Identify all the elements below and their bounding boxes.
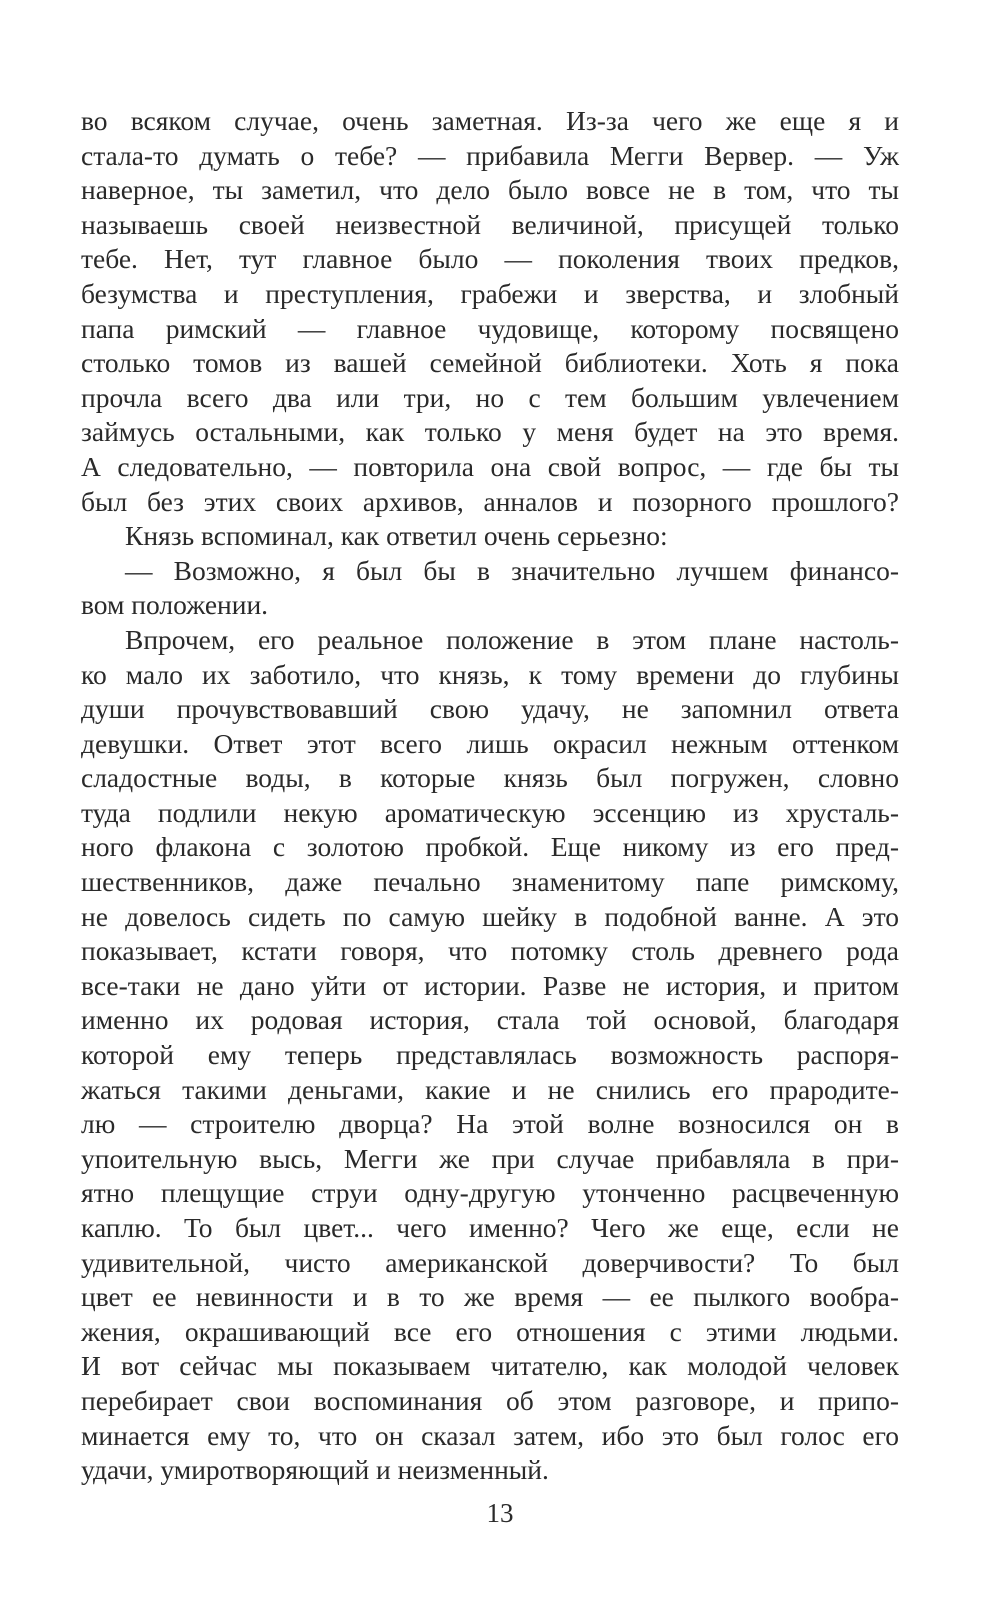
text-line: шественников, даже печально знаменитому папе римскому, (81, 866, 899, 898)
text-line: был без этих своих архивов, анналов и позорного прошлого? (81, 485, 899, 517)
text-line: цвет ее невинности и в то же время — ее пылкого вообра- (81, 1281, 899, 1313)
text-line: займусь остальными, как только у меня будет на это время. (81, 416, 899, 448)
text-line: все-таки не дано уйти от истории. Разве не история, и притом (81, 969, 899, 1001)
text-line: ко мало их заботило, что князь, к тому времени до глубины (81, 658, 899, 690)
text-line: во всяком случае, очень заметная. Из-за чего же еще я и (81, 105, 899, 136)
text-line: минается ему то, что он сказал затем, ибо это был голос его (81, 1419, 899, 1451)
text-line: Впрочем, его реальное положение в этом плане настоль- (125, 623, 899, 655)
text-line: стала-то думать о тебе? — прибавила Мегги Вервер. — Уж (81, 139, 899, 171)
page-number: 13 (486, 1498, 514, 1528)
text-line: удачи, умиротворяющий и неизменный. (81, 1454, 549, 1486)
text-line: тебе. Нет, тут главное было — поколения твоих предков, (81, 243, 899, 275)
text-line: не довелось сидеть по самую шейку в подобной ванне. А это (81, 900, 899, 932)
text-line: папа римский — главное чудовище, которому посвящено (81, 312, 899, 344)
text-line: столько томов из вашей семейной библиотеки. Хоть я пока (81, 347, 899, 379)
text-line: вом положении. (81, 589, 269, 621)
text-line: жения, окрашивающий все его отношения с этими людьми. (81, 1315, 899, 1347)
text-line: называешь своей неизвестной величиной, присущей только (81, 208, 899, 240)
text-line: сладостные воды, в которые князь был погружен, словно (81, 762, 899, 794)
text-line: ного флакона с золотою пробкой. Еще никому из его пред- (81, 831, 899, 863)
body-text (81, 104, 899, 1488)
text-line: девушки. Ответ этот всего лишь окрасил нежным оттенком (81, 727, 899, 759)
text-line: удивительной, чисто американской доверчивости? То был (81, 1246, 899, 1278)
text-line: показывает, кстати говоря, что потомку столь древнего рода (81, 935, 899, 967)
text-line: наверное, ты заметил, что дело было вовсе не в том, что ты (81, 174, 899, 206)
text-line: упоительную высь, Мегги же при случае прибавляла в при- (81, 1142, 899, 1174)
text-line: безумства и преступления, грабежи и зверства, и злобный (81, 277, 899, 309)
text-line: — Возможно, я был бы в значительно лучшем финансо- (125, 554, 899, 586)
text-line: каплю. То был цвет... чего именно? Чего же еще, если не (81, 1212, 899, 1243)
text-line: прочла всего два или три, но с тем большим увлечением (81, 381, 899, 413)
text-line: туда подлили некую ароматическую эссенцию из хрусталь- (81, 796, 899, 828)
text-line: именно их родовая история, стала той основой, благодаря (81, 1004, 899, 1036)
text-line: ятно плещущие струи одну-другую утонченно расцвеченную (81, 1177, 899, 1209)
text-line: которой ему теперь представлялась возможность распоря- (81, 1039, 899, 1071)
text-line: лю — строителю дворца? На этой волне возносился он в (81, 1108, 899, 1140)
text-line: перебирает свои воспоминания об этом разговоре, и припо- (81, 1384, 899, 1416)
text-line: души прочувствовавший свою удачу, не запомнил ответа (81, 693, 899, 725)
text-line: А следовательно, — повторила она свой вопрос, — где бы ты (81, 450, 899, 482)
text-line: жаться такими деньгами, какие и не снились его прародите- (81, 1073, 899, 1105)
text-line: Князь вспоминал, как ответил очень серьезно: (125, 520, 668, 552)
text-line: И вот сейчас мы показываем читателю, как молодой человек (81, 1350, 899, 1382)
